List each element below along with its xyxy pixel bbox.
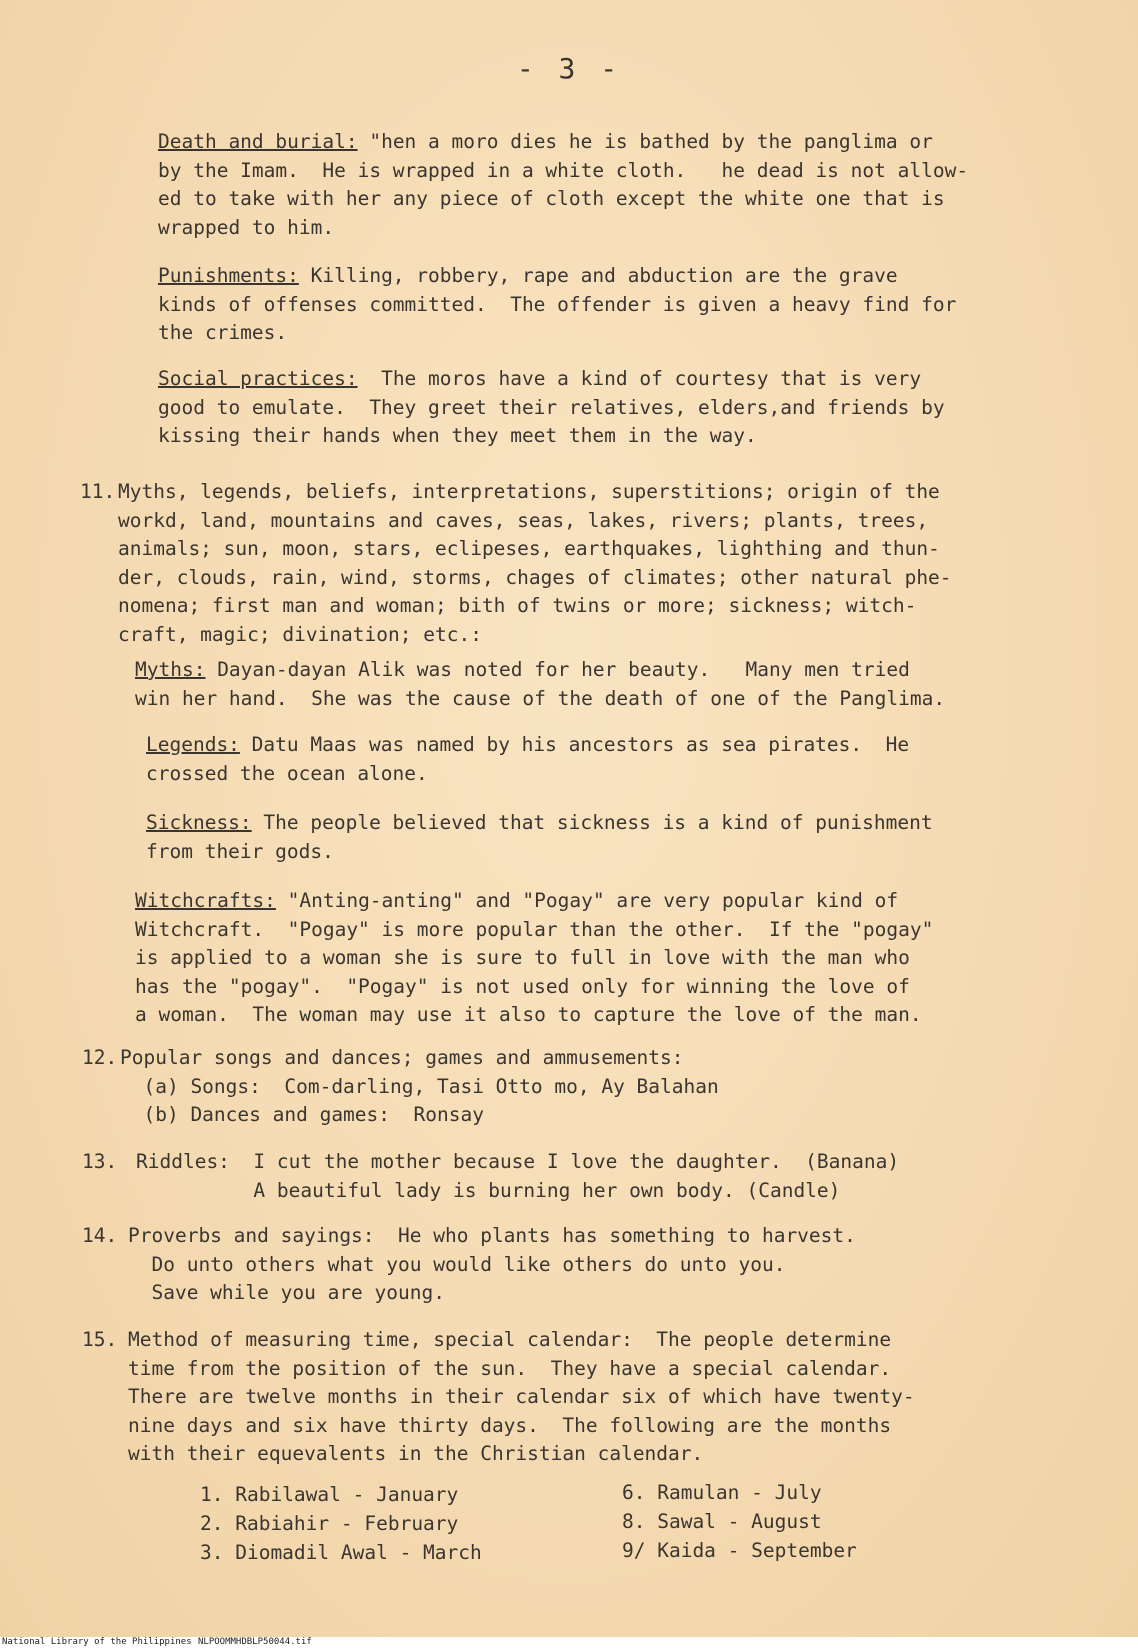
punishments-line-3: the crimes. — [158, 321, 288, 344]
myths-section — [135, 656, 945, 713]
punishments-line-1: Killing, robbery, rape and abduction are the grave — [298, 264, 898, 287]
item-14-text — [128, 1222, 856, 1308]
item-12-line-2: (a) Songs: Com-darling, Tasi Otto mo, Ay Balahan — [120, 1074, 719, 1098]
death-line-1: "hen a moro dies he is bathed by the panglima or — [357, 130, 933, 153]
item-12-text — [120, 1044, 719, 1130]
footer-file: NLPOOMMHDBLP50044.tif — [198, 1637, 312, 1647]
item-11-line-4: der, clouds, rain, wind, storms, chages of climates; other natural phe- — [118, 565, 952, 589]
death-burial-section — [158, 128, 968, 242]
social-line-1: The moros have a kind of courtesy that is very — [357, 367, 922, 390]
death-line-2: by the Imam. He is wrapped in a white cloth. he dead is not allow- — [158, 158, 969, 182]
item-15-line-5: with their equevalents in the Christian calendar. — [128, 1442, 704, 1465]
item-12-number: 12. — [82, 1046, 118, 1069]
witchcrafts-heading: Witchcrafts: — [135, 889, 276, 912]
item-11-line-3: animals; sun, moon, stars, eclipeses, earthquakes, lighthing and thun- — [118, 537, 940, 560]
item-13-text — [136, 1148, 899, 1205]
calendar-month: 2. Rabiahir - February — [200, 1512, 459, 1535]
item-14-line-1: Proverbs and sayings: He who plants has something to harvest. — [128, 1224, 856, 1247]
calendar-month: 8. Sawal - August — [622, 1510, 822, 1533]
item-11-line-2: workd, land, mountains and caves, seas, lakes, rivers; plants, trees, — [118, 508, 929, 532]
punishments-section — [158, 262, 956, 348]
calendar-month: 6. Ramulan - July — [622, 1481, 822, 1504]
legends-line-2: crossed the ocean alone. — [146, 761, 428, 785]
item-12-line-1: Popular songs and dances; games and ammusements: — [120, 1046, 684, 1069]
witchcrafts-line-4: has the "pogay". "Pogay" is not used only for winning the love of — [135, 974, 910, 998]
footer-source: National Library of the Philippines — [2, 1637, 192, 1647]
legends-section — [146, 731, 909, 788]
sickness-line-2: from their gods. — [146, 839, 334, 863]
item-11-line-6: craft, magic; divination; etc.: — [118, 622, 482, 646]
witchcrafts-line-3: is applied to a woman she is sure to full in love with the man who — [135, 946, 910, 969]
calendar-right-list — [622, 1478, 857, 1565]
social-line-2: good to emulate. They greet their relatives, elders,and friends by — [158, 395, 945, 419]
myths-line-2: win her hand. She was the cause of the death of one of the Panglima. — [135, 686, 946, 710]
calendar-month: 3. Diomadil Awal - March — [200, 1541, 482, 1564]
witchcrafts-line-1: "Anting-anting" and "Pogay" are very popular kind of — [275, 889, 899, 912]
item-13-number: 13. — [82, 1150, 118, 1173]
myths-heading: Myths: — [135, 658, 206, 681]
calendar-month: 1. Rabilawal - January — [200, 1483, 459, 1506]
item-15-text — [128, 1326, 915, 1469]
item-11-line-1: Myths, legends, beliefs, interpretations, superstitions; origin of the — [118, 480, 940, 503]
sickness-heading: Sickness: — [146, 811, 252, 834]
social-practices-section — [158, 365, 945, 451]
social-practices-heading: Social practices: — [158, 367, 358, 390]
item-14-number: 14. — [82, 1224, 118, 1247]
item-15-line-3: There are twelve months in their calendar six of which have twenty- — [128, 1385, 915, 1408]
item-14-line-2: Do unto others what you would like others do unto you. — [128, 1252, 786, 1276]
punishments-heading: Punishments: — [158, 264, 299, 287]
scan-footer — [0, 1637, 1138, 1650]
death-line-4: wrapped to him. — [158, 215, 335, 239]
legends-line-1: Datu Maas was named by his ancestors as sea pirates. He — [239, 733, 910, 756]
calendar-month: 9/ Kaida - September — [622, 1539, 857, 1562]
witchcrafts-line-2: Witchcraft. "Pogay" is more popular than the other. If the "pogay" — [135, 917, 934, 941]
item-11-line-5: nomena; first man and woman; bith of twins or more; sickness; witch- — [118, 594, 917, 617]
myths-line-1: Dayan-dayan Alik was noted for her beauty. Many men tried — [205, 658, 910, 681]
item-13-line-2: A beautiful lady is burning her own body. (Candle) — [136, 1178, 841, 1202]
item-11-number: 11. — [80, 480, 116, 503]
legends-heading: Legends: — [146, 733, 240, 756]
punishments-line-2: kinds of offenses committed. The offender is given a heavy find for — [158, 292, 957, 316]
item-15-number: 15. — [82, 1328, 118, 1351]
social-line-3: kissing their hands when they meet them in the way. — [158, 424, 757, 447]
item-15-line-2: time from the position of the sun. They have a special calendar. — [128, 1356, 892, 1380]
witchcrafts-line-5: a woman. The woman may use it also to capture the love of the man. — [135, 1003, 922, 1026]
item-12-line-3: (b) Dances and games: Ronsay — [120, 1103, 484, 1126]
death-burial-heading: Death and burial: — [158, 130, 358, 153]
page-number: - 3 - — [516, 52, 622, 85]
item-13-line-1: Riddles: I cut the mother because I love the daughter. (Banana) — [136, 1150, 900, 1173]
calendar-left-list — [200, 1480, 482, 1567]
item-11-text — [118, 478, 952, 649]
death-line-3: ed to take with her any piece of cloth except the white one that is — [158, 187, 945, 210]
item-15-line-4: nine days and six have thirty days. The following are the months — [128, 1413, 892, 1437]
item-14-line-3: Save while you are young. — [128, 1281, 445, 1304]
sickness-line-1: The people believed that sickness is a kind of punishment — [251, 811, 933, 834]
witchcrafts-section — [135, 887, 933, 1030]
sickness-section — [146, 809, 933, 866]
item-15-line-1: Method of measuring time, special calendar: The people determine — [128, 1328, 892, 1351]
